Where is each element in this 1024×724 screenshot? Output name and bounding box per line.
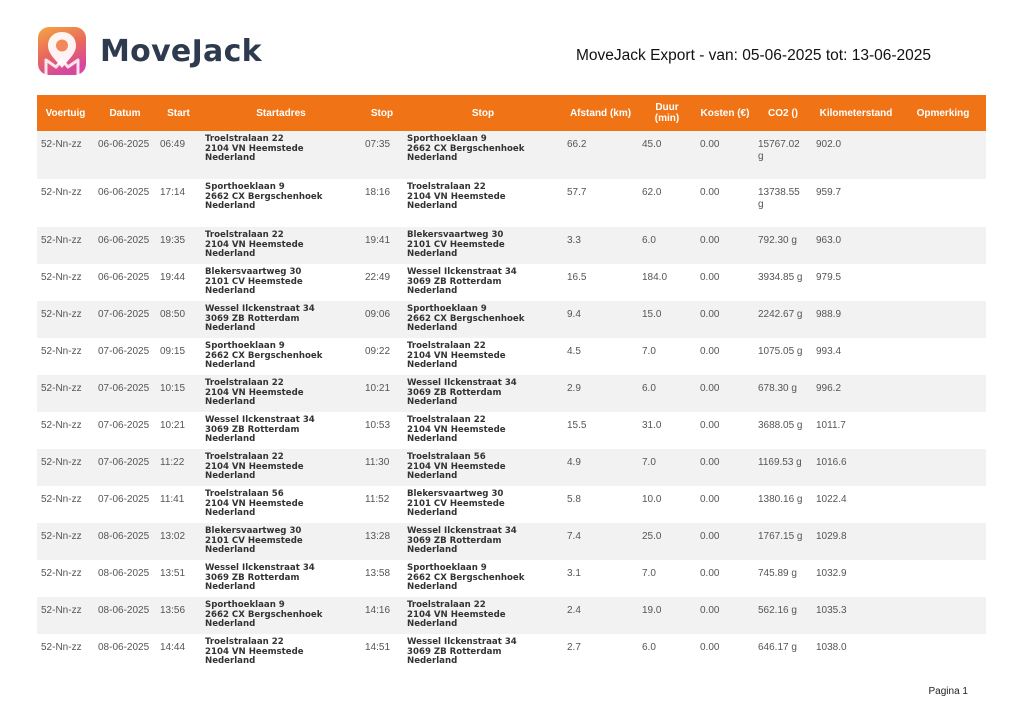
stop-address-cell bbox=[403, 338, 563, 375]
start-time-cell: 10:15 bbox=[160, 383, 186, 394]
remark-cell bbox=[900, 560, 986, 597]
co2-cell: 2242.67 g bbox=[758, 309, 803, 320]
address-line: Sporthoeklaan 9 bbox=[205, 341, 285, 351]
address-line: Blekersvaartweg 30 bbox=[407, 230, 504, 240]
address-line: 2101 CV Heemstede bbox=[205, 276, 303, 287]
table-row bbox=[37, 486, 986, 523]
col-header-start: Start bbox=[156, 95, 201, 131]
remark-cell bbox=[900, 264, 986, 301]
address-line: 2662 CX Bergschenhoek bbox=[205, 191, 323, 202]
address-line: 3069 ZB Rotterdam bbox=[407, 535, 502, 546]
trips-table bbox=[37, 95, 986, 679]
start-time-cell: 11:22 bbox=[160, 457, 185, 468]
table-row bbox=[37, 449, 986, 486]
vehicle-cell: 52-Nn-zz bbox=[41, 494, 82, 505]
duration-cell: 7.0 bbox=[642, 568, 656, 579]
co2-cell: 745.89 g bbox=[758, 568, 797, 579]
start-address-cell bbox=[201, 634, 361, 679]
co2-cell: 1169.53 g bbox=[758, 457, 802, 468]
stop-address-cell bbox=[403, 227, 563, 264]
address-line: 2662 CX Bergschenhoek bbox=[205, 350, 323, 361]
date-cell: 06-06-2025 bbox=[98, 235, 150, 246]
stop-time-cell: 18:16 bbox=[365, 187, 391, 198]
remark-cell bbox=[900, 486, 986, 523]
vehicle-cell: 52-Nn-zz bbox=[41, 139, 82, 150]
address-line: 2104 VN Heemstede bbox=[407, 350, 506, 361]
vehicle-cell: 52-Nn-zz bbox=[41, 457, 82, 468]
start-address-cell bbox=[201, 486, 361, 523]
address-line: 2104 VN Heemstede bbox=[205, 646, 304, 657]
address-line: 2662 CX Bergschenhoek bbox=[407, 143, 525, 154]
address-line: Wessel Ilckenstraat 34 bbox=[205, 304, 315, 314]
co2-cell: 1767.15 g bbox=[758, 531, 803, 542]
cost-cell: 0.00 bbox=[700, 420, 720, 431]
address-line: Wessel Ilckenstraat 34 bbox=[205, 563, 315, 573]
address-line: Troelstralaan 22 bbox=[407, 415, 486, 425]
address-line: Troelstralaan 22 bbox=[205, 230, 284, 240]
date-cell: 08-06-2025 bbox=[98, 568, 150, 579]
odometer-cell: 1032.9 bbox=[816, 568, 847, 579]
start-address-cell bbox=[201, 131, 361, 179]
remark-cell bbox=[900, 131, 986, 179]
co2-cell: 562.16 g bbox=[758, 605, 797, 616]
start-time-cell: 09:15 bbox=[160, 346, 186, 357]
address-line: 3069 ZB Rotterdam bbox=[205, 313, 300, 324]
map-pin-logo-icon bbox=[38, 27, 86, 75]
stop-address-cell bbox=[403, 560, 563, 597]
col-header-afstand: Afstand (km) bbox=[563, 95, 638, 131]
address-line: Troelstralaan 22 bbox=[205, 378, 284, 388]
duration-cell: 7.0 bbox=[642, 457, 656, 468]
co2-cell: 646.17 g bbox=[758, 642, 797, 653]
date-cell: 06-06-2025 bbox=[98, 272, 150, 283]
distance-cell: 66.2 bbox=[567, 139, 587, 150]
date-cell: 07-06-2025 bbox=[98, 420, 150, 431]
col-header-kosten: Kosten (€) bbox=[696, 95, 754, 131]
duration-cell: 31.0 bbox=[642, 420, 662, 431]
co2-cell: 1075.05 g bbox=[758, 346, 803, 357]
address-line: Nederland bbox=[407, 582, 458, 593]
start-time-cell: 14:44 bbox=[160, 642, 186, 653]
col-header-voertuig: Voertuig bbox=[37, 95, 94, 131]
cost-cell: 0.00 bbox=[700, 272, 720, 283]
vehicle-cell: 52-Nn-zz bbox=[41, 383, 82, 394]
odometer-cell: 1022.4 bbox=[816, 494, 847, 505]
date-cell: 07-06-2025 bbox=[98, 309, 150, 320]
remark-cell bbox=[900, 597, 986, 634]
co2-cell: 3934.85 g bbox=[758, 272, 803, 283]
cost-cell: 0.00 bbox=[700, 309, 720, 320]
col-header-stop-time: Stop bbox=[361, 95, 403, 131]
vehicle-cell: 52-Nn-zz bbox=[41, 420, 82, 431]
vehicle-cell: 52-Nn-zz bbox=[41, 309, 82, 320]
date-cell: 07-06-2025 bbox=[98, 494, 150, 505]
address-line: Sporthoeklaan 9 bbox=[407, 134, 487, 144]
address-line: Nederland bbox=[205, 360, 256, 371]
address-line: Sporthoeklaan 9 bbox=[205, 182, 285, 192]
address-line: Nederland bbox=[205, 323, 256, 334]
cost-cell: 0.00 bbox=[700, 457, 720, 468]
cost-cell: 0.00 bbox=[700, 187, 720, 198]
address-line: Sporthoeklaan 9 bbox=[205, 600, 285, 610]
address-line: Nederland bbox=[407, 619, 458, 630]
stop-time-cell: 22:49 bbox=[365, 272, 391, 283]
start-time-cell: 13:56 bbox=[160, 605, 186, 616]
table-row bbox=[37, 597, 986, 634]
address-line: Nederland bbox=[205, 582, 256, 593]
date-cell: 08-06-2025 bbox=[98, 642, 150, 653]
cost-cell: 0.00 bbox=[700, 642, 720, 653]
cost-cell: 0.00 bbox=[700, 235, 720, 246]
address-line: Nederland bbox=[205, 619, 256, 630]
vehicle-cell: 52-Nn-zz bbox=[41, 531, 82, 542]
distance-cell: 4.5 bbox=[567, 346, 581, 357]
address-line: Nederland bbox=[205, 201, 256, 212]
start-address-cell bbox=[201, 227, 361, 264]
address-line: 2104 VN Heemstede bbox=[205, 461, 304, 472]
distance-cell: 15.5 bbox=[567, 420, 587, 431]
stop-address-cell bbox=[403, 634, 563, 679]
duration-cell: 45.0 bbox=[642, 139, 662, 150]
stop-time-cell: 11:52 bbox=[365, 494, 390, 505]
odometer-cell: 979.5 bbox=[816, 272, 842, 283]
table-row bbox=[37, 301, 986, 338]
movejack-logo bbox=[38, 27, 262, 75]
address-line: Nederland bbox=[407, 360, 458, 371]
stop-time-cell: 13:58 bbox=[365, 568, 391, 579]
duration-cell: 7.0 bbox=[642, 346, 656, 357]
address-line: 2662 CX Bergschenhoek bbox=[407, 313, 525, 324]
start-time-cell: 11:41 bbox=[160, 494, 185, 505]
address-line: Wessel Ilckenstraat 34 bbox=[407, 637, 517, 647]
stop-address-cell bbox=[403, 449, 563, 486]
address-line: Nederland bbox=[205, 153, 256, 164]
address-line: Nederland bbox=[205, 397, 256, 408]
start-time-cell: 19:35 bbox=[160, 235, 186, 246]
odometer-cell: 902.0 bbox=[816, 139, 842, 150]
remark-cell bbox=[900, 449, 986, 486]
table-row bbox=[37, 179, 986, 227]
duration-cell: 15.0 bbox=[642, 309, 662, 320]
date-cell: 07-06-2025 bbox=[98, 346, 150, 357]
stop-time-cell: 11:30 bbox=[365, 457, 390, 468]
cost-cell: 0.00 bbox=[700, 531, 720, 542]
odometer-cell: 996.2 bbox=[816, 383, 842, 394]
address-line: 2101 CV Heemstede bbox=[205, 535, 303, 546]
cost-cell: 0.00 bbox=[700, 383, 720, 394]
address-line: Troelstralaan 22 bbox=[407, 182, 486, 192]
co2-cell: 792.30 g bbox=[758, 235, 797, 246]
address-line: 2104 VN Heemstede bbox=[205, 387, 304, 398]
address-line: Troelstralaan 56 bbox=[407, 452, 486, 462]
address-line: Nederland bbox=[205, 249, 256, 260]
stop-time-cell: 14:16 bbox=[365, 605, 391, 616]
address-line: Nederland bbox=[407, 397, 458, 408]
remark-cell bbox=[900, 634, 986, 679]
brand-wordmark: MoveJack bbox=[100, 33, 262, 69]
distance-cell: 2.7 bbox=[567, 642, 581, 653]
address-line: Wessel Ilckenstraat 34 bbox=[407, 267, 517, 277]
start-address-cell bbox=[201, 412, 361, 449]
date-cell: 06-06-2025 bbox=[98, 139, 150, 150]
table-row bbox=[37, 412, 986, 449]
duration-cell: 6.0 bbox=[642, 383, 656, 394]
table-row bbox=[37, 338, 986, 375]
address-line: Troelstralaan 22 bbox=[407, 600, 486, 610]
odometer-cell: 1029.8 bbox=[816, 531, 847, 542]
address-line: Nederland bbox=[407, 471, 458, 482]
start-time-cell: 19:44 bbox=[160, 272, 186, 283]
address-line: 3069 ZB Rotterdam bbox=[407, 276, 502, 287]
address-line: Nederland bbox=[205, 508, 256, 519]
address-line: Wessel Ilckenstraat 34 bbox=[407, 378, 517, 388]
cost-cell: 0.00 bbox=[700, 139, 720, 150]
distance-cell: 16.5 bbox=[567, 272, 587, 283]
stop-address-cell bbox=[403, 375, 563, 412]
stop-time-cell: 19:41 bbox=[365, 235, 391, 246]
duration-cell: 19.0 bbox=[642, 605, 662, 616]
address-line: Nederland bbox=[407, 545, 458, 556]
address-line: Blekersvaartweg 30 bbox=[407, 489, 504, 499]
col-header-datum: Datum bbox=[94, 95, 156, 131]
start-address-cell bbox=[201, 179, 361, 227]
stop-time-cell: 10:21 bbox=[365, 383, 391, 394]
address-line: 3069 ZB Rotterdam bbox=[205, 424, 300, 435]
date-cell: 06-06-2025 bbox=[98, 187, 150, 198]
col-header-opmerking: Opmerking bbox=[900, 95, 986, 131]
address-line: Troelstralaan 22 bbox=[205, 134, 284, 144]
duration-cell: 6.0 bbox=[642, 235, 656, 246]
stop-address-cell bbox=[403, 523, 563, 560]
remark-cell bbox=[900, 338, 986, 375]
address-line: Troelstralaan 56 bbox=[205, 489, 284, 499]
remark-cell bbox=[900, 179, 986, 227]
co2-cell: 3688.05 g bbox=[758, 420, 803, 431]
table-row bbox=[37, 375, 986, 412]
table-row bbox=[37, 227, 986, 264]
duration-cell: 25.0 bbox=[642, 531, 662, 542]
remark-cell bbox=[900, 375, 986, 412]
stop-time-cell: 14:51 bbox=[365, 642, 391, 653]
vehicle-cell: 52-Nn-zz bbox=[41, 272, 82, 283]
stop-time-cell: 09:06 bbox=[365, 309, 391, 320]
remark-cell bbox=[900, 227, 986, 264]
stop-address-cell bbox=[403, 264, 563, 301]
address-line: Nederland bbox=[407, 249, 458, 260]
stop-address-cell bbox=[403, 301, 563, 338]
date-cell: 08-06-2025 bbox=[98, 605, 150, 616]
co2-cell: 678.30 g bbox=[758, 383, 797, 394]
vehicle-cell: 52-Nn-zz bbox=[41, 235, 82, 246]
date-cell: 07-06-2025 bbox=[98, 457, 150, 468]
address-line: 2104 VN Heemstede bbox=[407, 424, 506, 435]
co2-cell: 1380.16 g bbox=[758, 494, 803, 505]
col-header-startadres: Startadres bbox=[201, 95, 361, 131]
remark-cell bbox=[900, 523, 986, 560]
stop-time-cell: 07:35 bbox=[365, 139, 391, 150]
table-row bbox=[37, 560, 986, 597]
address-line: Nederland bbox=[407, 286, 458, 297]
address-line: Nederland bbox=[407, 201, 458, 212]
odometer-cell: 963.0 bbox=[816, 235, 842, 246]
vehicle-cell: 52-Nn-zz bbox=[41, 568, 82, 579]
vehicle-cell: 52-Nn-zz bbox=[41, 642, 82, 653]
duration-cell: 6.0 bbox=[642, 642, 656, 653]
stop-time-cell: 09:22 bbox=[365, 346, 391, 357]
distance-cell: 3.3 bbox=[567, 235, 581, 246]
start-time-cell: 13:51 bbox=[160, 568, 186, 579]
address-line: Troelstralaan 22 bbox=[205, 637, 284, 647]
odometer-cell: 1011.7 bbox=[816, 420, 846, 431]
address-line: Nederland bbox=[205, 286, 256, 297]
co2-cell: 15767.02 g bbox=[758, 139, 800, 162]
duration-cell: 10.0 bbox=[642, 494, 662, 505]
distance-cell: 7.4 bbox=[567, 531, 581, 542]
start-address-cell bbox=[201, 375, 361, 412]
start-address-cell bbox=[201, 338, 361, 375]
remark-cell bbox=[900, 301, 986, 338]
stop-address-cell bbox=[403, 412, 563, 449]
stop-time-cell: 13:28 bbox=[365, 531, 391, 542]
col-header-duur: Duur (min) bbox=[638, 95, 696, 131]
table-row bbox=[37, 634, 986, 679]
address-line: Troelstralaan 22 bbox=[407, 341, 486, 351]
export-title: MoveJack Export - van: 05-06-2025 tot: 13-06-2025 bbox=[576, 47, 931, 64]
address-line: 2104 VN Heemstede bbox=[407, 609, 506, 620]
table-row bbox=[37, 264, 986, 301]
address-line: Nederland bbox=[205, 434, 256, 445]
address-line: 3069 ZB Rotterdam bbox=[205, 572, 300, 583]
cost-cell: 0.00 bbox=[700, 605, 720, 616]
address-line: 2104 VN Heemstede bbox=[407, 191, 506, 202]
address-line: 3069 ZB Rotterdam bbox=[407, 646, 502, 657]
distance-cell: 57.7 bbox=[567, 187, 587, 198]
address-line: Blekersvaartweg 30 bbox=[205, 526, 302, 536]
odometer-cell: 959.7 bbox=[816, 187, 842, 198]
start-address-cell bbox=[201, 301, 361, 338]
address-line: Nederland bbox=[407, 323, 458, 334]
odometer-cell: 1035.3 bbox=[816, 605, 847, 616]
table-row bbox=[37, 131, 986, 179]
address-line: Nederland bbox=[407, 508, 458, 519]
address-line: 2662 CX Bergschenhoek bbox=[205, 609, 323, 620]
address-line: 2101 CV Heemstede bbox=[407, 239, 505, 250]
address-line: Sporthoeklaan 9 bbox=[407, 304, 487, 314]
table-header-row bbox=[37, 95, 986, 131]
distance-cell: 4.9 bbox=[567, 457, 581, 468]
col-header-kilometerstand: Kilometerstand bbox=[812, 95, 900, 131]
address-line: 2104 VN Heemstede bbox=[205, 143, 304, 154]
address-line: 3069 ZB Rotterdam bbox=[407, 387, 502, 398]
start-address-cell bbox=[201, 449, 361, 486]
start-time-cell: 13:02 bbox=[160, 531, 186, 542]
distance-cell: 3.1 bbox=[567, 568, 581, 579]
address-line: Troelstralaan 22 bbox=[205, 452, 284, 462]
address-line: Sporthoeklaan 9 bbox=[407, 563, 487, 573]
address-line: Nederland bbox=[205, 656, 256, 667]
distance-cell: 5.8 bbox=[567, 494, 581, 505]
remark-cell bbox=[900, 412, 986, 449]
address-line: Nederland bbox=[205, 471, 256, 482]
col-header-co2: CO2 () bbox=[754, 95, 812, 131]
stop-address-cell bbox=[403, 131, 563, 179]
address-line: Nederland bbox=[205, 545, 256, 556]
start-time-cell: 17:14 bbox=[160, 187, 186, 198]
stop-address-cell bbox=[403, 179, 563, 227]
address-line: Blekersvaartweg 30 bbox=[205, 267, 302, 277]
address-line: Nederland bbox=[407, 656, 458, 667]
distance-cell: 2.4 bbox=[567, 605, 581, 616]
start-address-cell bbox=[201, 597, 361, 634]
address-line: 2662 CX Bergschenhoek bbox=[407, 572, 525, 583]
stop-address-cell bbox=[403, 486, 563, 523]
start-address-cell bbox=[201, 264, 361, 301]
vehicle-cell: 52-Nn-zz bbox=[41, 605, 82, 616]
address-line: 2101 CV Heemstede bbox=[407, 498, 505, 509]
date-cell: 07-06-2025 bbox=[98, 383, 150, 394]
address-line: Wessel Ilckenstraat 34 bbox=[407, 526, 517, 536]
cost-cell: 0.00 bbox=[700, 346, 720, 357]
date-cell: 08-06-2025 bbox=[98, 531, 150, 542]
table-row bbox=[37, 523, 986, 560]
page-number: Pagina 1 bbox=[928, 686, 968, 697]
start-time-cell: 10:21 bbox=[160, 420, 186, 431]
start-time-cell: 08:50 bbox=[160, 309, 186, 320]
start-address-cell bbox=[201, 523, 361, 560]
address-line: Wessel Ilckenstraat 34 bbox=[205, 415, 315, 425]
distance-cell: 9.4 bbox=[567, 309, 581, 320]
stop-time-cell: 10:53 bbox=[365, 420, 391, 431]
distance-cell: 2.9 bbox=[567, 383, 581, 394]
col-header-stop-address: Stop bbox=[403, 95, 563, 131]
address-line: 2104 VN Heemstede bbox=[205, 498, 304, 509]
vehicle-cell: 52-Nn-zz bbox=[41, 346, 82, 357]
address-line: 2104 VN Heemstede bbox=[205, 239, 304, 250]
start-time-cell: 06:49 bbox=[160, 139, 186, 150]
odometer-cell: 1038.0 bbox=[816, 642, 847, 653]
cost-cell: 0.00 bbox=[700, 494, 720, 505]
vehicle-cell: 52-Nn-zz bbox=[41, 187, 82, 198]
odometer-cell: 993.4 bbox=[816, 346, 842, 357]
address-line: Nederland bbox=[407, 153, 458, 164]
duration-cell: 184.0 bbox=[642, 272, 668, 283]
stop-address-cell bbox=[403, 597, 563, 634]
start-address-cell bbox=[201, 560, 361, 597]
cost-cell: 0.00 bbox=[700, 568, 720, 579]
odometer-cell: 1016.6 bbox=[816, 457, 847, 468]
address-line: 2104 VN Heemstede bbox=[407, 461, 506, 472]
address-line: Nederland bbox=[407, 434, 458, 445]
duration-cell: 62.0 bbox=[642, 187, 662, 198]
co2-cell: 13738.55 g bbox=[758, 187, 800, 210]
odometer-cell: 988.9 bbox=[816, 309, 842, 320]
